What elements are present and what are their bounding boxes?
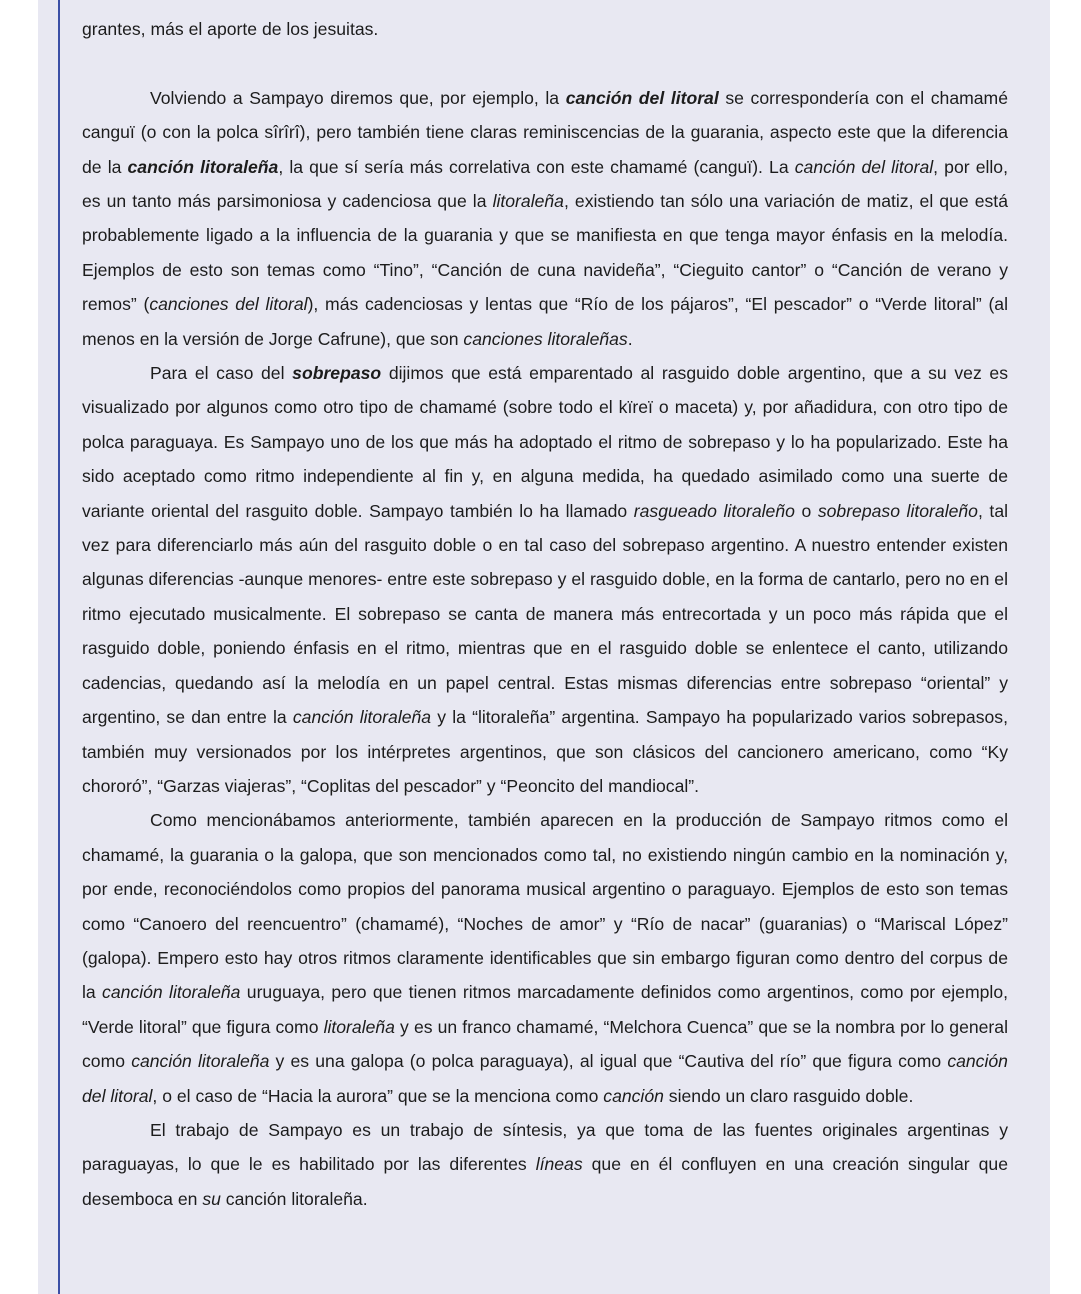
text-run: Volviendo a Sampayo diremos que, por ejemplo, la xyxy=(150,87,566,108)
italic-term: canción litoraleña xyxy=(102,982,241,1003)
italic-term: líneas xyxy=(535,1154,583,1175)
text-run: que en él confluyen en una creación singular que desemboca en xyxy=(82,1154,1008,1209)
text-run: siendo un claro rasguido doble. xyxy=(663,1085,914,1106)
italic-term: canción litoraleña xyxy=(292,707,432,728)
bold-term xyxy=(128,157,279,177)
italic-term: rasgueado litoraleño xyxy=(633,500,795,521)
italic-term: canción del litoral xyxy=(82,1051,1008,1106)
text-run: uruguaya, pero que tienen ritmos marcadamente definidos como argentinos, como por ejemplo, “Verde litoral” que figura como xyxy=(82,982,1008,1037)
italic-term: litoraleña xyxy=(492,191,564,212)
text-run: y es un franco chamamé, “Melchora Cuenca” que se la nombra por lo general como xyxy=(82,1016,1008,1072)
bold-term xyxy=(292,363,381,383)
text-run: canción litoraleña. xyxy=(220,1188,368,1209)
text-run: Para el caso del xyxy=(150,363,293,384)
text-run: o xyxy=(794,500,818,521)
italic-term: su xyxy=(202,1188,221,1209)
italic-term: canciones litoraleñas xyxy=(463,328,628,349)
text-run: grantes, más el aporte de los jesuitas. xyxy=(82,19,379,39)
paragraph xyxy=(82,356,1008,803)
text-run: y es una galopa (o polca paraguaya), al igual que “Cautiva del río” que figura como xyxy=(269,1051,948,1072)
text-run: . xyxy=(627,328,633,349)
italic-term: canciones del litoral xyxy=(149,294,308,315)
text-run: , por ello, es un tanto más parsimoniosa y cadenciosa que la xyxy=(82,156,1008,212)
text-run: , existiendo tan sólo una variación de matiz, el que está probablemente ligado a la influencia de la guarania y que se manifiesta en que tenga mayor énfasis en la melodía. Ejemplos de esto son temas como “Tino”, “Canción de cuna navideña”, “Cieguito cantor” o “Canción de verano y remos” ( xyxy=(82,191,1008,315)
italic-term: litoraleña xyxy=(323,1016,395,1037)
body-text xyxy=(82,12,1008,1216)
italic-term: canción xyxy=(603,1085,664,1106)
paragraph xyxy=(82,12,1008,46)
text-run: y la “litoraleña” argentina. Sampayo ha popularizado varios sobrepasos, también muy versionados por los intérpretes argentinos, que son clásicos del cancionero americano, como “Ky chororó”, “Garzas viajeras”, “Coplitas del pescador” y “Peoncito del mandiocal”. xyxy=(82,707,1008,796)
text-run: , la que sí sería más correlativa con este chamamé (canguï). La xyxy=(278,156,795,177)
text-run: ), más cadenciosas y lentas que “Río de los pájaros”, “El pescador” o “Verde litoral” (al menos en la versión de Jorge Cafrune), que son xyxy=(82,294,1008,349)
emphasis-term: canción del litoral xyxy=(565,87,719,108)
emphasis-term: sobrepaso xyxy=(292,363,382,384)
text-run: dijimos que está emparentado al rasguido doble argentino, que a su vez es visualizado por algunos como otro tipo de chamamé (sobre todo el kïreï o maceta) y, por añadidura, con otro tipo de polca paraguaya. Es Sampayo uno de los que más ha adoptado el ritmo de sobrepaso y lo ha popularizado. Este ha sido aceptado como ritmo independiente al fin y, en alguna medida, ha quedado asimilado como una suerte de variante oriental del rasguito doble. Sampayo también lo ha llamado xyxy=(82,363,1009,521)
paragraph xyxy=(82,81,1008,356)
bold-term xyxy=(566,88,719,108)
text-run: , tal vez para diferenciarlo más aún del rasguito doble o en tal caso del sobrepaso argentino. A nuestro entender existen algunas diferencias -aunque menores- entre este sobrepaso y el rasguido doble, en la forma de cantarlo, pero no en el ritmo ejecutado musicalmente. El sobrepaso se canta de manera más entrecortada y un poco más rápida que el rasguido doble, poniendo énfasis en el ritmo, mientras que en el rasguido doble se enlentece el canto, utilizando cadencias, quedando así la melodía en un papel central. Estas mismas diferencias entre sobrepaso “oriental” y argentino, se dan entre la xyxy=(82,500,1009,728)
text-run: Como mencionábamos anteriormente, también aparecen en la producción de Sampayo ritmos como el chamamé, la guarania o la galopa, que son mencionados como tal, no existiendo ningún cambio en la nominación y, por ende, reconociéndolos como propios del panorama musical argentino o paraguayo. Ejemplos de esto son temas como “Canoero del reencuentro” (chamamé), “Noches de amor” y “Río de nacar” (guaranias) o “Mariscal López” (galopa). Empero esto hay otros ritmos claramente identificables que sin embargo figuran como dentro del corpus de la xyxy=(82,810,1008,1003)
text-run: , o el caso de “Hacia la aurora” que se la menciona como xyxy=(152,1085,604,1106)
text-run: se correspondería con el chamamé canguï (o con la polca sîrîrî), pero también tiene claras reminiscencias de la guarania, aspecto este que la diferencia de la xyxy=(82,87,1008,177)
paragraph xyxy=(82,803,1008,1113)
paragraph xyxy=(82,1113,1008,1216)
italic-term: canción litoraleña xyxy=(131,1051,270,1072)
emphasis-term: canción litoraleña xyxy=(127,156,279,177)
italic-term: sobrepaso litoraleño xyxy=(817,500,978,521)
margin-rule xyxy=(58,0,60,1294)
text-run: El trabajo de Sampayo es un trabajo de síntesis, ya que toma de las fuentes originales argentinas y paraguayas, lo que le es habilitado por las diferentes xyxy=(82,1119,1008,1175)
italic-term: canción del litoral xyxy=(794,156,934,177)
